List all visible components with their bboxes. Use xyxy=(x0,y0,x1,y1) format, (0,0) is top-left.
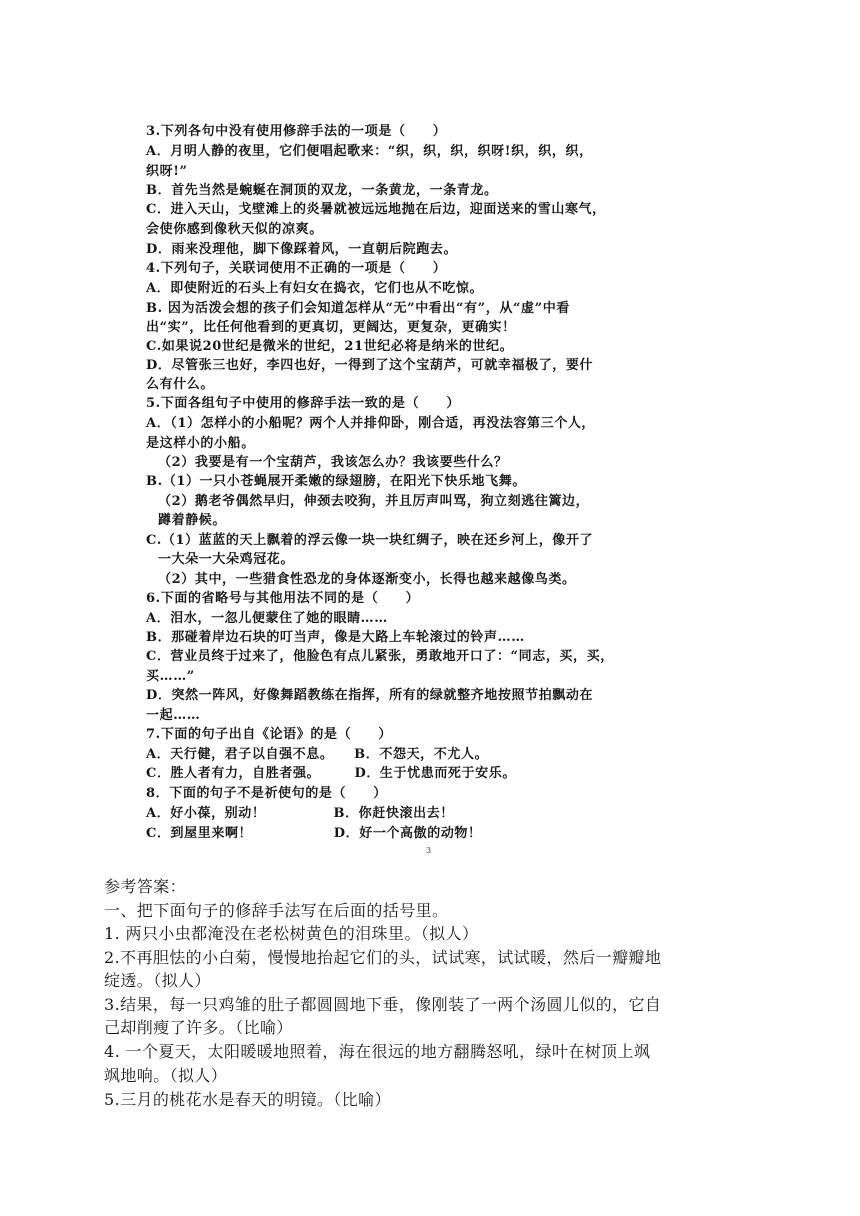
answer-line: 参考答案： xyxy=(104,877,187,896)
question-line: A．天行健，君子以自强不息。 B．不怨天，不尤人。 xyxy=(146,747,489,762)
answer-line: 4. 一个夏天，太阳暖暖地照着，海在很远的地方翻腾怒吼，绿叶在树顶上飒 xyxy=(104,1042,651,1061)
question-line: 出“实”，比任何他看到的更真切，更阔达，更复杂，更确实！ xyxy=(146,320,516,335)
question-line: C．营业员终于过来了，他脸色有点儿紧张，勇敢地开口了：“同志，买，买， xyxy=(146,649,614,664)
answer-line: 一、把下面句子的修辞手法写在后面的括号里。 xyxy=(104,901,449,920)
question-line: 一起…… xyxy=(146,708,201,723)
question-line: （2）我要是有一个宝葫芦，我该怎么办？我该要些什么？ xyxy=(158,455,508,470)
question-line: A．（1）怎样小的小船呢？两个人并排仰卧，刚合适，再没法容第三个人， xyxy=(146,416,596,431)
question-line: B．首先当然是蜿蜒在洞顶的双龙，一条黄龙，一条青龙。 xyxy=(146,183,498,198)
question-line: 4.下列句子，关联词使用不正确的一项是（ ） xyxy=(146,261,447,276)
question-line: B.（1）一只小苍蝇展开柔嫩的绿翅膀，在阳光下快乐地飞舞。 xyxy=(146,474,526,489)
answer-line: 2.不再胆怯的小白菊，慢慢地抬起它们的头，试试寒，试试暖，然后一瓣瓣地 xyxy=(104,948,662,967)
question-line: 一大朵一大朵鸡冠花。 xyxy=(158,552,295,567)
question-line: 3.下列各句中没有使用修辞手法的一项是（ ） xyxy=(146,124,447,139)
question-line: 蹲着静候。 xyxy=(158,513,227,528)
question-line: 么有什么。 xyxy=(146,377,215,392)
question-line: C．进入天山，戈壁滩上的炎暑就被远远地抛在后边，迎面送来的雪山寒气， xyxy=(146,202,606,217)
question-line: 织呀!” xyxy=(146,164,188,179)
question-line: C.如果说20世纪是微米的世纪，21世纪必将是纳米的世纪。 xyxy=(146,339,514,354)
question-line: B．那碰着岸边石块的叮当声，像是大路上车轮滚过的铃声…… xyxy=(146,630,525,645)
question-line: A．月明人静的夜里，它们便唱起歌来：“织，织，织，织呀!织，织，织， xyxy=(146,144,593,159)
question-line: 8．下面的句子不是祈使句的是（ ） xyxy=(146,786,387,801)
answer-line: 5.三月的桃花水是春天的明镜。（比喻） xyxy=(104,1090,391,1109)
question-line: A．即使附近的石头上有妇女在捣衣，它们也从不吃惊。 xyxy=(146,281,484,296)
question-line: 5.下面各组句子中使用的修辞手法一致的是（ ） xyxy=(146,396,460,411)
question-line: 是这样小的小船。 xyxy=(146,436,255,451)
answer-line: 己却削瘦了许多。（比喻） xyxy=(104,1018,293,1037)
question-line: D．突然一阵风，好像舞蹈教练在指挥，所有的绿就整齐地按照节拍飘动在 xyxy=(146,688,594,703)
answer-line: 飒地响。（拟人） xyxy=(104,1066,228,1085)
question-line: （2）其中，一些猎食性恐龙的身体逐渐变小，长得也越来越像鸟类。 xyxy=(158,572,576,587)
answer-line: 绽透。（拟人） xyxy=(104,971,211,990)
answer-line: 1. 两只小虫都淹没在老松树黄色的泪珠里。（拟人） xyxy=(104,924,479,943)
question-line: A．泪水，一忽儿便蒙住了她的眼睛…… xyxy=(146,611,388,626)
question-line: 会使你感到像秋天似的凉爽。 xyxy=(146,222,323,237)
question-line: D．雨来没理他，脚下像踩着风，一直朝后院跑去。 xyxy=(146,242,458,257)
question-line: C．到屋里来啊！ D．好一个高傲的动物！ xyxy=(146,826,482,841)
question-line: A．好小葆，别动！ B．你赶快滚出去！ xyxy=(146,806,454,821)
question-line: 6.下面的省略号与其他用法不同的是（ ） xyxy=(146,591,420,606)
question-line: （2）鹅老爷偶然早归，伸颈去咬狗，并且厉声叫骂，狗立刻逃往篱边， xyxy=(158,494,590,509)
question-line: C.（1）蓝蓝的天上飘着的浮云像一块一块红绸子，映在还乡河上，像开了 xyxy=(146,533,594,548)
question-line: D．尽管张三也好，李四也好，一得到了这个宝葫芦，可就幸福极了，要什 xyxy=(146,358,594,373)
question-line: C．胜人者有力，自胜者强。 D．生于忧患而死于安乐。 xyxy=(146,766,516,781)
question-line: B. 因为活泼会想的孩子们会知道怎样从“无”中看出“有”，从“虚”中看 xyxy=(146,301,570,316)
answer-line: 3.结果，每一只鸡雏的肚子都圆圆地下垂，像刚装了一两个汤圆儿似的，它自 xyxy=(104,995,662,1014)
question-line: 买……” xyxy=(146,669,195,684)
page-number: 3 xyxy=(426,846,432,855)
question-line: 7.下面的句子出自《论语》的是（ ） xyxy=(146,727,392,742)
